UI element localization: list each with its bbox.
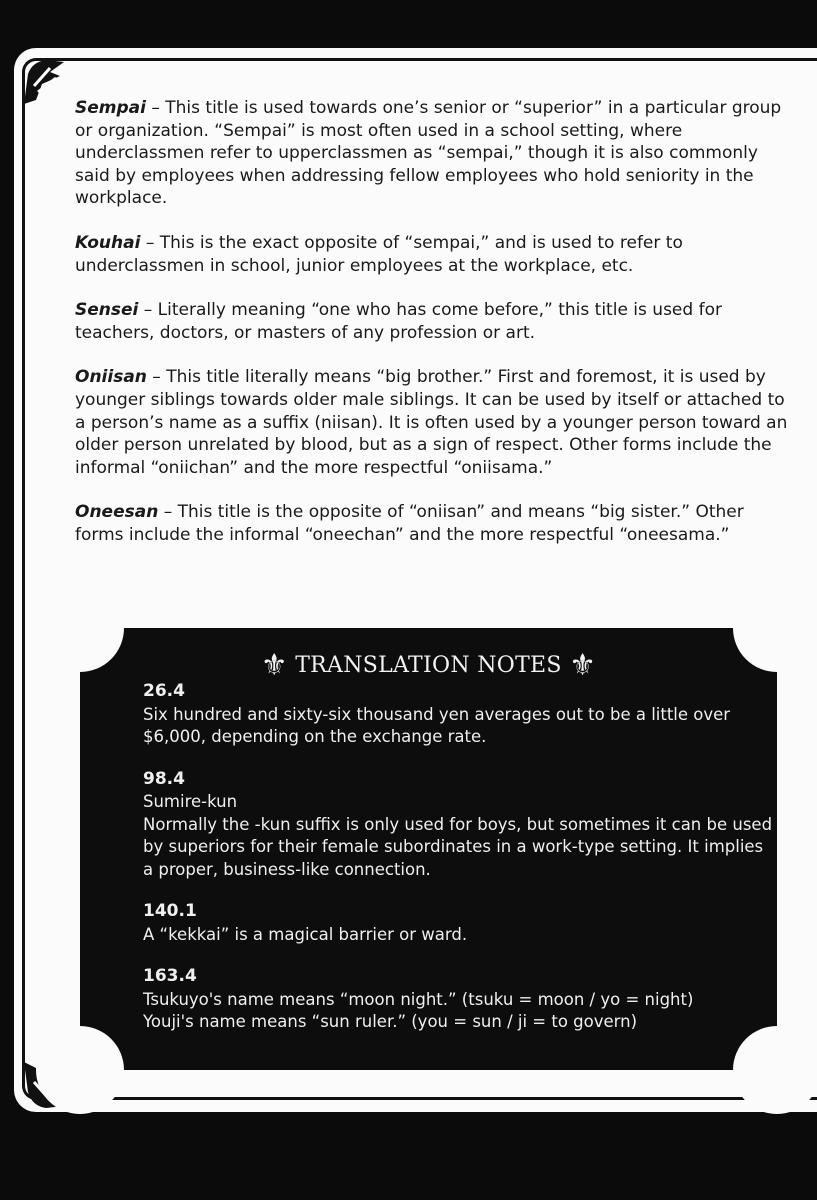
panel-corner-notch [36, 1026, 124, 1114]
glossary-definition: – This title is used towards one’s senior or “superior” in a particular group or organization. “Sempai” is most often used in a school setting, where underclassmen refer to upperclassmen as “sempai,” though it is also commonly said by employees when addressing fellow employees who hold seniority in the workplace. [75, 98, 782, 209]
notes-title: TRANSLATION NOTES [295, 653, 562, 678]
glossary-entry [75, 501, 795, 546]
translation-notes-panel [80, 628, 777, 1070]
fleur-de-lis-icon: ⚜ [260, 648, 288, 683]
note-text: Normally the -kun suffix is only used for boys, but sometimes it can be used by superiors for their female subordinates in a work-type setting. It implies a proper, business-like connection. [143, 814, 773, 879]
note-text: Tsukuyo's name means “moon night.” (tsuku = moon / yo = night) [143, 989, 694, 1009]
glossary-entry [75, 299, 795, 344]
note-text: Six hundred and sixty-six thousand yen averages out to be a little over $6,000, depending on the exchange rate. [143, 704, 731, 746]
glossary-term: Sempai [75, 98, 146, 118]
translation-note [143, 768, 773, 882]
translation-note [143, 900, 773, 946]
glossary-definition: – This is the exact opposite of “sempai,” and is used to refer to underclassmen in school, junior employees at the workplace, etc. [75, 232, 683, 276]
corner-ornament-icon [20, 56, 68, 106]
glossary-entry [75, 366, 795, 479]
translation-note [143, 680, 773, 749]
glossary-definition: – This title literally means “big brother.” First and foremost, it is used by younger siblings towards older male siblings. It can be used by itself or attached to a person’s name as a suffix (niisan). It is often used by a younger person toward an older person unrelated by blood, but as a sign of respect. Other forms include the informal “oniichan” and the more respectful “oniisama.” [75, 367, 788, 478]
fleur-de-lis-icon: ⚜ [569, 648, 597, 683]
glossary-entry [75, 97, 795, 210]
glossary-term: Oniisan [75, 367, 147, 388]
honorifics-glossary [75, 97, 795, 569]
note-text: Youji's name means “sun ruler.” (you = sun / ji = to govern) [143, 1012, 638, 1031]
note-page-ref: 163.4 [143, 966, 197, 986]
glossary-term: Kouhai [75, 232, 141, 253]
note-page-ref: 26.4 [143, 681, 185, 701]
note-text: A “kekkai” is a magical barrier or ward. [143, 924, 468, 944]
glossary-definition: – This title is the opposite of “oniisan” and means “big sister.” Other forms include the informal “oneechan” and the more respectful “oneesama.” [75, 502, 744, 545]
note-text: Sumire-kun [143, 792, 238, 811]
glossary-term: Oneesan [75, 502, 159, 523]
note-page-ref: 140.1 [143, 901, 197, 921]
notes-heading [80, 648, 777, 683]
translation-note [143, 965, 773, 1034]
notes-list [143, 680, 773, 1053]
glossary-term: Sensei [75, 300, 139, 321]
glossary-entry [75, 232, 795, 277]
note-page-ref: 98.4 [143, 768, 185, 789]
glossary-definition: – Literally meaning “one who has come before,” this title is used for teachers, doctors, or masters of any profession or art. [75, 300, 722, 343]
